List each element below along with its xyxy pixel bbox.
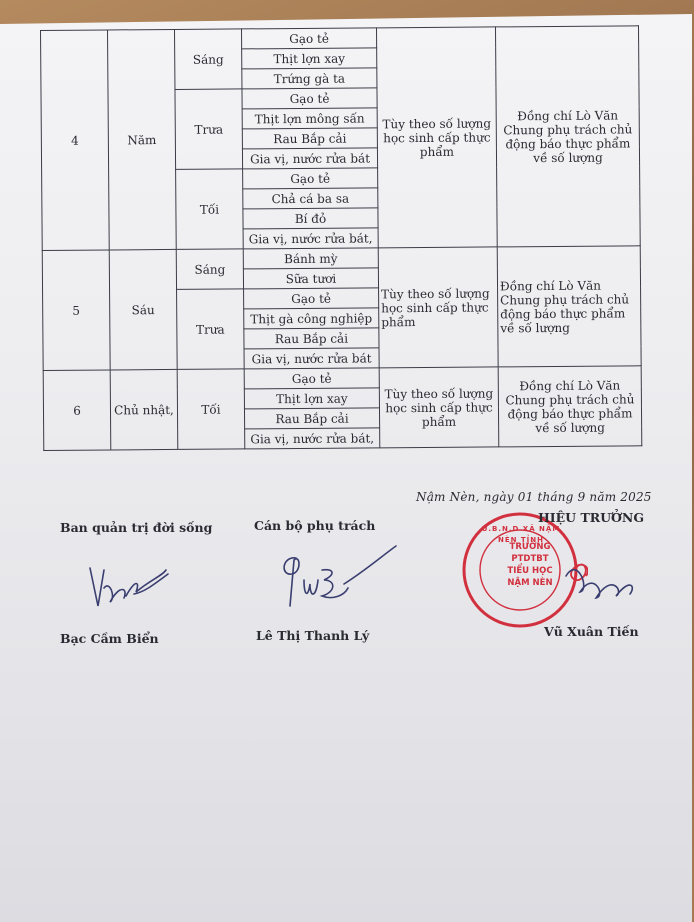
table-row bbox=[41, 26, 639, 51]
stamp-ring-text: U.B.N.D XÃ NẬM NÈN TỈNH bbox=[481, 525, 561, 544]
meal-name: Sáng bbox=[174, 29, 241, 90]
table-row bbox=[43, 366, 641, 391]
food-item: Bí đỏ bbox=[243, 208, 378, 229]
food-item: Thịt lợn mông sấn bbox=[242, 108, 377, 129]
row-day: Sáu bbox=[109, 249, 177, 370]
stamp-center-line: PTDTBT bbox=[511, 554, 549, 564]
meal-name: Tối bbox=[176, 169, 244, 250]
signer-title-staff: Cán bộ phụ trách bbox=[254, 518, 376, 533]
food-item: Thịt lợn xay bbox=[244, 388, 379, 409]
signer-name-life-board: Bạc Cầm Biển bbox=[60, 631, 159, 646]
meal-name: Tối bbox=[177, 369, 245, 450]
stamp-center-line: NẬM NÈN bbox=[507, 578, 553, 588]
food-item: Gia vị, nước rửa bát bbox=[244, 348, 379, 369]
food-item: Chả cá ba sa bbox=[243, 188, 378, 209]
quantity-note: Tùy theo số lượng học sinh cấp thực phẩm bbox=[376, 27, 497, 248]
responsible-note: Đồng chí Lò Văn Chung phụ trách chủ động báo thực phẩm về số lượng bbox=[498, 366, 642, 447]
food-item: Trứng gà ta bbox=[242, 68, 377, 89]
food-item: Gia vị, nước rửa bát bbox=[242, 148, 377, 169]
signature-le-thi-thanh-ly bbox=[274, 540, 404, 624]
signer-name-staff: Lê Thị Thanh Lý bbox=[256, 628, 370, 643]
table-row bbox=[42, 246, 640, 271]
food-item: Sữa tươi bbox=[243, 268, 378, 289]
meal-name: Sáng bbox=[176, 249, 243, 290]
row-index: 5 bbox=[42, 250, 110, 371]
food-item: Bánh mỳ bbox=[243, 248, 378, 269]
food-item: Gạo tẻ bbox=[241, 28, 376, 49]
food-item: Thịt gà công nghiệp bbox=[244, 308, 379, 329]
signature-vu-xuan-tien bbox=[560, 552, 640, 612]
signer-title-principal: HIỆU TRƯỞNG bbox=[538, 510, 645, 525]
date-line: Nậm Nèn, ngày 01 tháng 9 năm 2025 bbox=[416, 490, 652, 504]
food-item: Gạo tẻ bbox=[244, 288, 379, 309]
meal-name: Trưa bbox=[177, 289, 245, 370]
quantity-note: Tùy theo số lượng học sinh cấp thực phẩm bbox=[378, 247, 498, 368]
food-item: Gạo tẻ bbox=[242, 88, 377, 109]
row-day: Chủ nhật, bbox=[110, 369, 178, 450]
meal-name: Trưa bbox=[175, 89, 243, 170]
food-item: Gia vị, nước rửa bát, bbox=[243, 228, 378, 249]
responsible-note: Đồng chí Lò Văn Chung phụ trách chủ động báo thực phẩm về số lượng bbox=[497, 246, 641, 367]
quantity-note: Tùy theo số lượng học sinh cấp thực phẩm bbox=[379, 367, 499, 448]
food-item: Gạo tẻ bbox=[243, 168, 378, 189]
stamp-center-line: TIỂU HỌC bbox=[507, 566, 553, 576]
food-item: Rau Bắp cải bbox=[244, 328, 379, 349]
food-item: Thịt lợn xay bbox=[242, 48, 377, 69]
stamp-center-line: TRƯỜNG bbox=[509, 542, 551, 552]
signer-name-principal: Vũ Xuân Tiến bbox=[544, 624, 639, 639]
food-item: Rau Bắp cải bbox=[242, 128, 377, 149]
responsible-note: Đồng chí Lò Văn Chung phụ trách chủ động báo thực phẩm về số lượng bbox=[495, 26, 640, 247]
signature-bac-cam-bien bbox=[80, 558, 176, 618]
food-item: Rau Bắp cải bbox=[244, 408, 379, 429]
row-index: 4 bbox=[41, 30, 110, 251]
row-day: Năm bbox=[108, 29, 177, 250]
menu-table bbox=[40, 25, 642, 451]
signer-title-life-board: Ban quản trị đời sống bbox=[60, 520, 213, 535]
food-item: Gạo tẻ bbox=[244, 368, 379, 389]
row-index: 6 bbox=[43, 370, 111, 451]
food-item: Gia vị, nước rửa bát, bbox=[245, 428, 380, 449]
